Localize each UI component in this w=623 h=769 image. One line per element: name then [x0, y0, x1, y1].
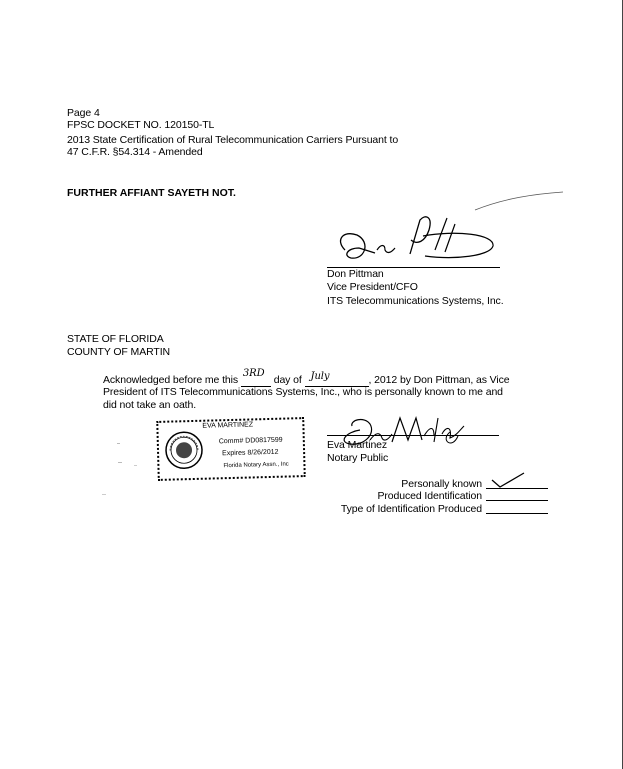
identification-type-line [486, 513, 548, 514]
notary-title: Notary Public [327, 452, 389, 464]
ack-day-of: day of [273, 374, 302, 386]
signatory-company: ITS Telecommunications Systems, Inc. [327, 295, 504, 307]
stamp-association: Florida Notary Assn., Inc [223, 461, 289, 470]
docket-number: FPSC DOCKET NO. 120150-TL [67, 119, 215, 131]
identification-type-label: Type of Identification Produced [340, 503, 482, 515]
notary-stamp [156, 417, 306, 481]
stamp-commission: Comm# DD0817599 [218, 436, 283, 446]
notary-seal-icon [163, 430, 204, 471]
document-title-line2: 47 C.F.R. §54.314 - Amended [67, 146, 203, 158]
affiant-statement: FURTHER AFFIANT SAYETH NOT. [67, 187, 236, 199]
acknowledgment-line2: President of ITS Telecommunications Systems, Inc., who is personally known to me and [103, 386, 503, 398]
venue-state: STATE OF FLORIDA [67, 333, 164, 345]
scan-speck [118, 462, 122, 463]
signatory-name: Don Pittman [327, 268, 384, 280]
acknowledgment-line3: did not take an oath. [103, 399, 197, 411]
notary-name: Eva Martinez [327, 439, 388, 451]
ack-month-handwritten: July [310, 371, 330, 382]
martinez-signature-line [327, 435, 499, 436]
ack-rest-line1: , 2012 by Don Pittman, as Vice [368, 374, 510, 386]
scan-speck [117, 443, 120, 444]
page-number: Page 4 [67, 107, 100, 119]
ack-day-handwritten: 3RD [242, 368, 265, 379]
scan-speck [134, 465, 137, 466]
produced-identification-label: Produced Identification [377, 490, 482, 502]
stamp-name: EVA MARTINEZ [202, 421, 254, 430]
ack-prefix: Acknowledged before me this [103, 374, 239, 386]
venue-county: COUNTY OF MARTIN [67, 346, 171, 358]
stamp-expires: Expires 8/26/2012 [222, 448, 279, 458]
document-title-line1: 2013 State Certification of Rural Telecommunication Carriers Pursuant to [67, 134, 399, 146]
signatory-title: Vice President/CFO [327, 281, 418, 293]
scan-speck [102, 494, 106, 495]
pittman-signature [325, 190, 565, 270]
personally-known-label: Personally known [401, 478, 482, 490]
checkmark-icon [490, 470, 526, 490]
produced-identification-line [486, 500, 548, 501]
